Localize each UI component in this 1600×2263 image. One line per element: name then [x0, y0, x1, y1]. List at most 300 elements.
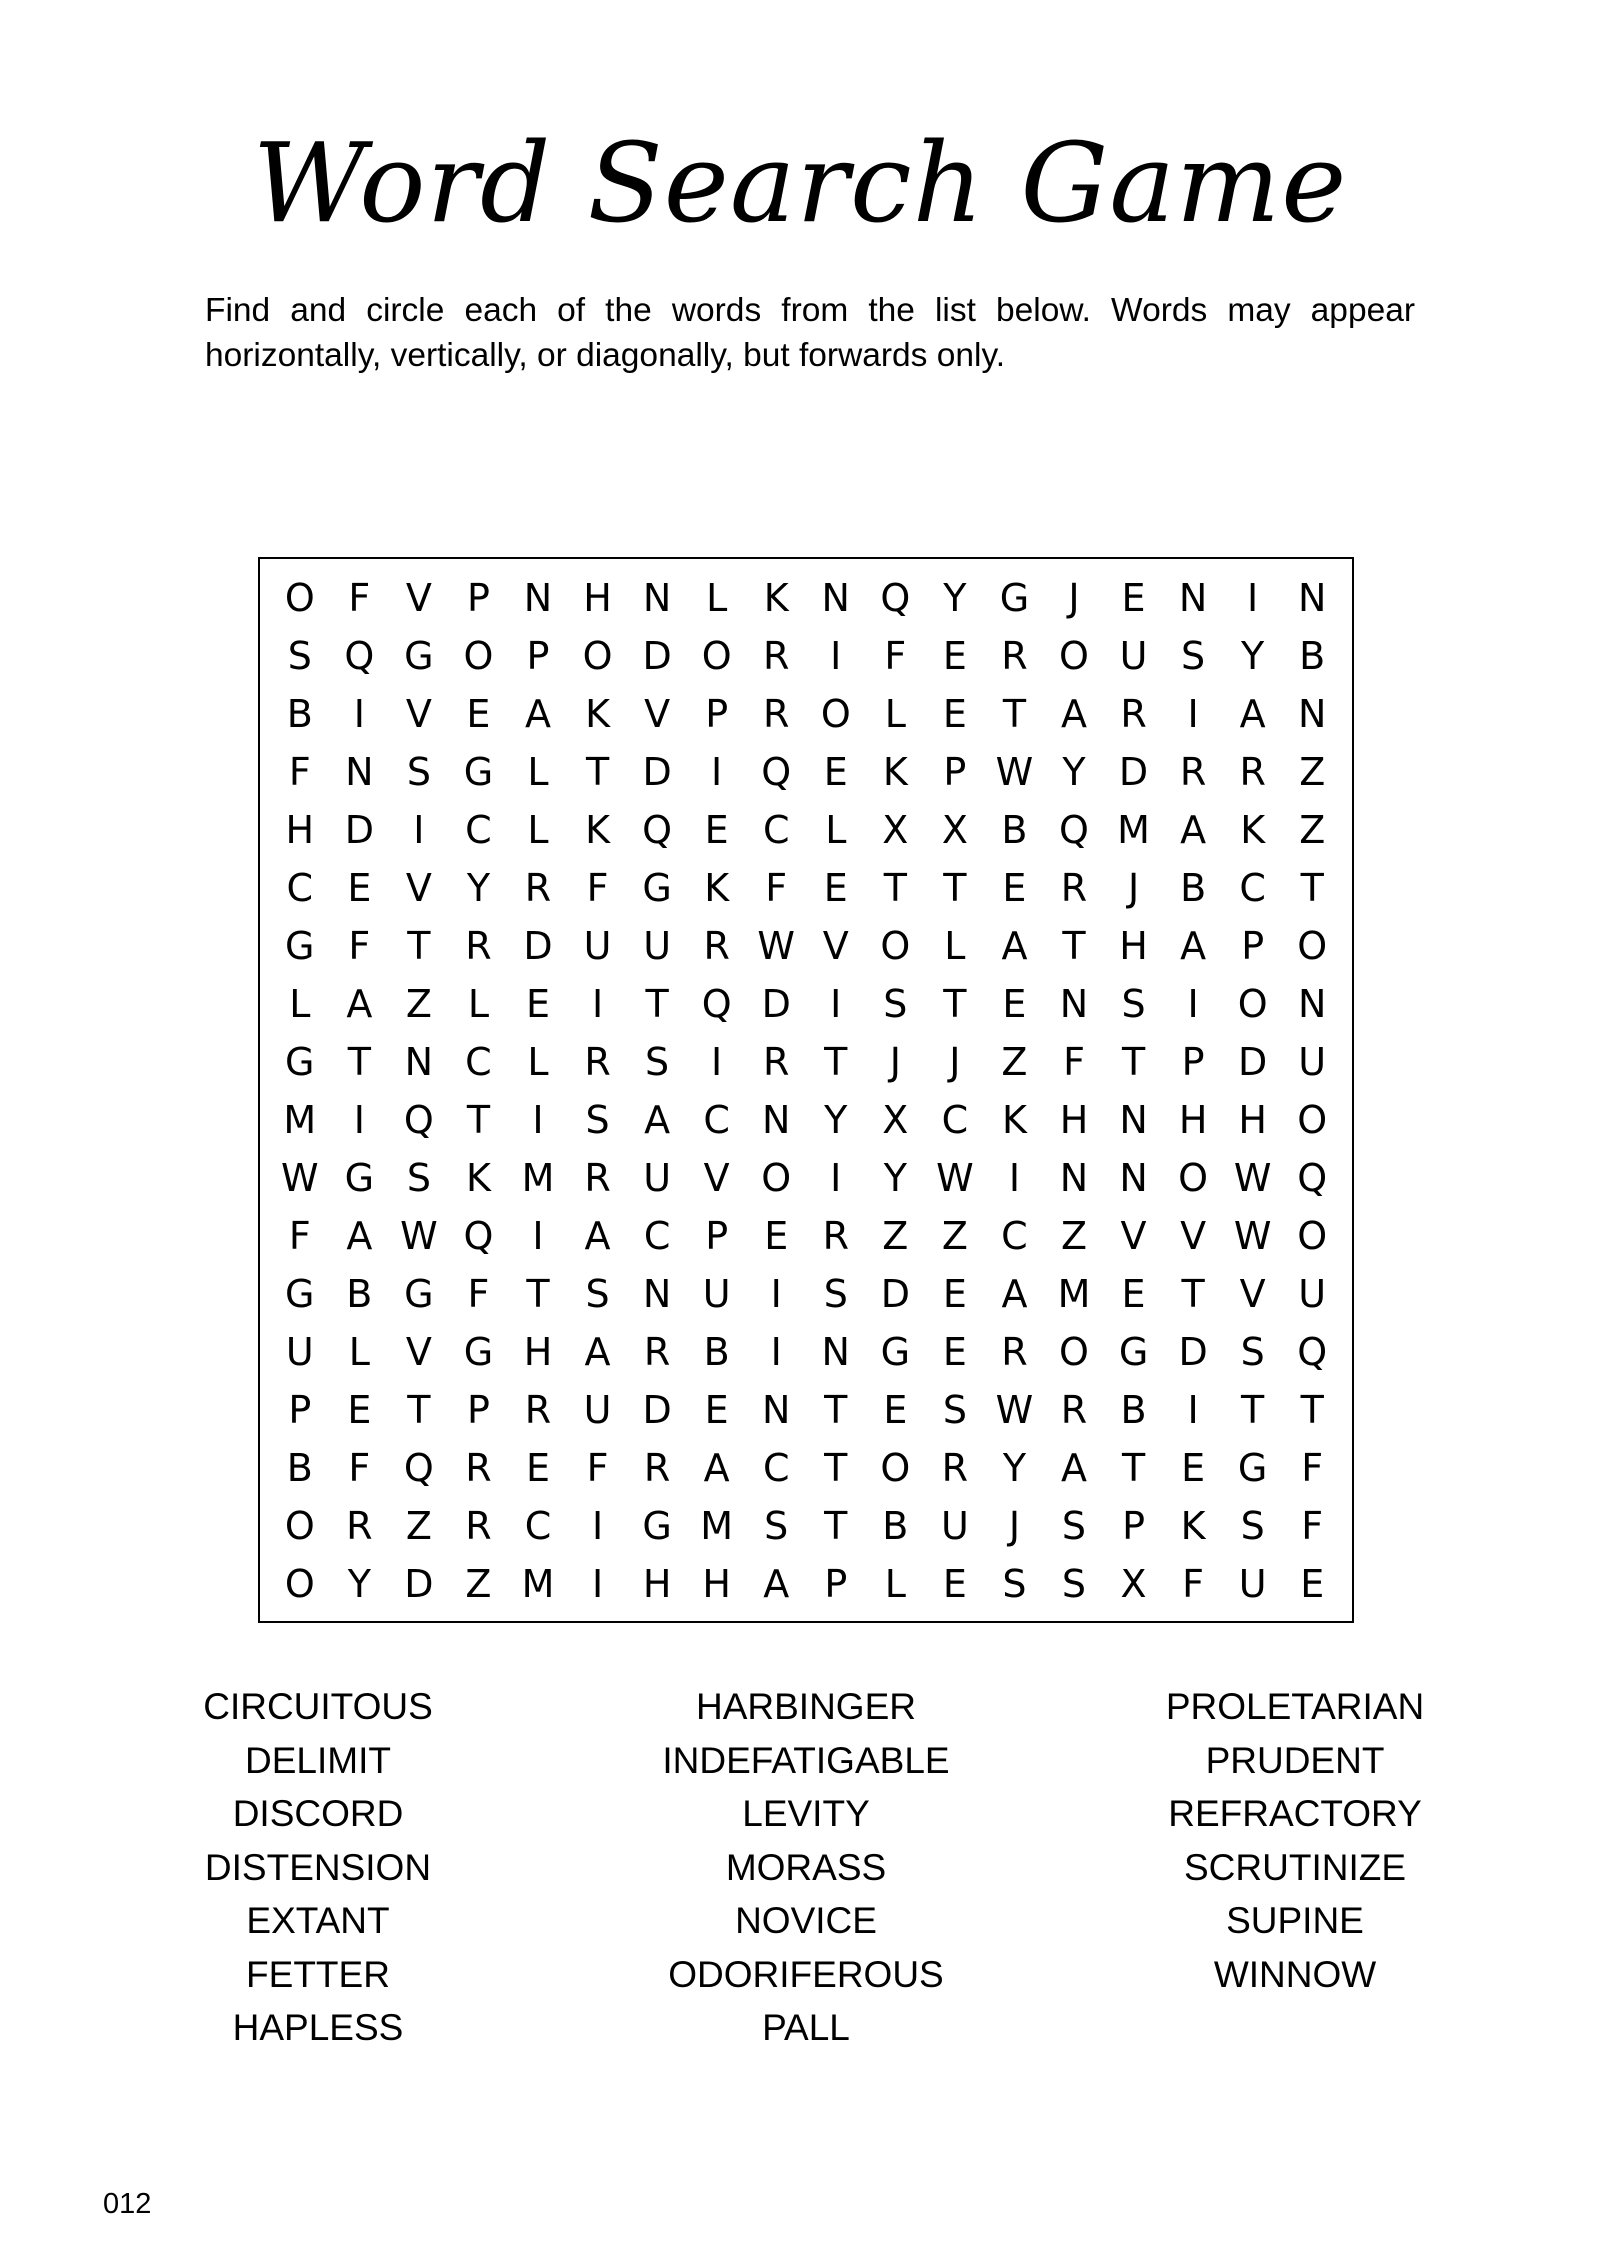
- grid-cell[interactable]: F: [348, 576, 371, 620]
- grid-cell[interactable]: U: [940, 1504, 969, 1548]
- grid-cell[interactable]: G: [642, 1504, 672, 1548]
- grid-cell[interactable]: P: [824, 1562, 848, 1606]
- grid-cell[interactable]: Z: [941, 1214, 968, 1258]
- grid-cell[interactable]: A: [584, 1214, 611, 1258]
- grid-cell[interactable]: X: [882, 808, 909, 852]
- grid-cell[interactable]: F: [1301, 1446, 1324, 1490]
- grid-cell[interactable]: T: [466, 1098, 491, 1142]
- grid-cell[interactable]: Z: [882, 1214, 909, 1258]
- grid-cell[interactable]: N: [642, 576, 672, 620]
- grid-cell[interactable]: S: [1061, 1562, 1087, 1606]
- grid-cell[interactable]: F: [884, 634, 907, 678]
- grid-cell[interactable]: T: [1300, 1388, 1324, 1432]
- grid-cell[interactable]: C: [762, 808, 790, 852]
- grid-cell[interactable]: K: [1180, 1504, 1206, 1548]
- grid-cell[interactable]: S: [645, 1040, 670, 1084]
- grid-cell[interactable]: L: [527, 750, 549, 794]
- grid-cell[interactable]: N: [821, 1330, 850, 1374]
- grid-cell[interactable]: E: [883, 1388, 908, 1432]
- grid-cell[interactable]: Z: [1299, 750, 1326, 794]
- grid-cell[interactable]: E: [942, 692, 967, 736]
- grid-cell[interactable]: N: [762, 1098, 791, 1142]
- grid-cell[interactable]: E: [942, 634, 967, 678]
- grid-cell[interactable]: I: [770, 1272, 782, 1316]
- grid-cell[interactable]: O: [880, 1446, 911, 1490]
- grid-cell[interactable]: Y: [1062, 750, 1086, 794]
- grid-cell[interactable]: S: [1061, 1504, 1087, 1548]
- grid-cell[interactable]: D: [523, 924, 553, 968]
- grid-cell[interactable]: Y: [1241, 634, 1265, 678]
- grid-cell[interactable]: A: [1180, 808, 1207, 852]
- grid-cell[interactable]: G: [344, 1156, 375, 1200]
- grid-cell[interactable]: G: [1118, 1330, 1149, 1374]
- grid-cell[interactable]: P: [288, 1388, 312, 1432]
- grid-cell[interactable]: L: [348, 1330, 370, 1374]
- grid-cell[interactable]: O: [1059, 634, 1089, 678]
- grid-cell[interactable]: E: [466, 692, 491, 736]
- grid-cell[interactable]: U: [1298, 1272, 1327, 1316]
- grid-cell[interactable]: R: [1120, 692, 1147, 736]
- grid-cell[interactable]: E: [347, 1388, 372, 1432]
- grid-cell[interactable]: Y: [883, 1156, 907, 1200]
- grid-cell[interactable]: Z: [465, 1562, 492, 1606]
- grid-cell[interactable]: L: [884, 1562, 906, 1606]
- grid-cell[interactable]: S: [406, 750, 431, 794]
- grid-cell[interactable]: U: [285, 1330, 314, 1374]
- grid-cell[interactable]: M: [283, 1098, 317, 1142]
- grid-cell[interactable]: O: [284, 576, 315, 620]
- grid-cell[interactable]: A: [1001, 924, 1028, 968]
- grid-cell[interactable]: H: [1119, 924, 1148, 968]
- grid-cell[interactable]: T: [943, 866, 967, 910]
- grid-cell[interactable]: F: [467, 1272, 490, 1316]
- grid-cell[interactable]: A: [584, 1330, 611, 1374]
- grid-cell[interactable]: O: [820, 692, 851, 736]
- grid-cell[interactable]: R: [1060, 866, 1088, 910]
- grid-cell[interactable]: A: [346, 982, 373, 1026]
- grid-cell[interactable]: T: [645, 982, 669, 1026]
- grid-cell[interactable]: I: [591, 982, 604, 1026]
- grid-cell[interactable]: O: [1297, 1098, 1328, 1142]
- grid-cell[interactable]: T: [347, 1040, 371, 1084]
- grid-cell[interactable]: C: [762, 1446, 790, 1490]
- grid-cell[interactable]: H: [1059, 1098, 1089, 1142]
- grid-cell[interactable]: L: [706, 576, 728, 620]
- grid-cell[interactable]: S: [823, 1272, 848, 1316]
- grid-cell[interactable]: L: [527, 1040, 549, 1084]
- grid-cell[interactable]: M: [1117, 808, 1150, 852]
- grid-cell[interactable]: F: [1063, 1040, 1085, 1084]
- grid-cell[interactable]: B: [703, 1330, 730, 1374]
- grid-cell[interactable]: X: [941, 808, 968, 852]
- grid-cell[interactable]: T: [407, 1388, 431, 1432]
- grid-cell[interactable]: T: [1181, 1272, 1205, 1316]
- grid-cell[interactable]: E: [347, 866, 372, 910]
- grid-cell[interactable]: A: [1180, 924, 1207, 968]
- grid-cell[interactable]: W: [995, 1388, 1034, 1432]
- grid-cell[interactable]: O: [1059, 1330, 1089, 1374]
- grid-cell[interactable]: R: [941, 1446, 969, 1490]
- grid-cell[interactable]: H: [1238, 1098, 1267, 1142]
- grid-cell[interactable]: G: [404, 634, 434, 678]
- grid-cell[interactable]: D: [1178, 1330, 1208, 1374]
- grid-cell[interactable]: V: [1239, 1272, 1266, 1316]
- grid-cell[interactable]: R: [763, 634, 790, 678]
- grid-cell[interactable]: P: [466, 1388, 490, 1432]
- grid-cell[interactable]: D: [642, 1388, 672, 1432]
- grid-cell[interactable]: N: [1178, 576, 1208, 620]
- grid-cell[interactable]: G: [1237, 1446, 1268, 1490]
- grid-cell[interactable]: S: [1002, 1562, 1027, 1606]
- grid-cell[interactable]: D: [761, 982, 791, 1026]
- grid-cell[interactable]: Q: [1297, 1156, 1328, 1200]
- grid-cell[interactable]: H: [523, 1330, 553, 1374]
- grid-cell[interactable]: Y: [824, 1098, 848, 1142]
- grid-cell[interactable]: A: [644, 1098, 671, 1142]
- grid-cell[interactable]: N: [762, 1388, 791, 1432]
- grid-cell[interactable]: F: [765, 866, 788, 910]
- grid-cell[interactable]: G: [999, 576, 1030, 620]
- grid-cell[interactable]: R: [465, 924, 492, 968]
- grid-cell[interactable]: P: [1122, 1504, 1145, 1548]
- grid-cell[interactable]: F: [288, 750, 311, 794]
- grid-cell[interactable]: R: [584, 1040, 611, 1084]
- grid-cell[interactable]: W: [400, 1214, 438, 1258]
- grid-cell[interactable]: T: [526, 1272, 550, 1316]
- grid-cell[interactable]: H: [642, 1562, 672, 1606]
- grid-cell[interactable]: N: [1059, 982, 1089, 1026]
- grid-cell[interactable]: Q: [880, 576, 911, 620]
- grid-cell[interactable]: B: [1299, 634, 1326, 678]
- grid-cell[interactable]: B: [1180, 866, 1207, 910]
- grid-cell[interactable]: L: [289, 982, 311, 1026]
- grid-cell[interactable]: C: [524, 1504, 552, 1548]
- grid-cell[interactable]: V: [703, 1156, 730, 1200]
- grid-cell[interactable]: Q: [642, 808, 673, 852]
- grid-cell[interactable]: S: [942, 1388, 967, 1432]
- grid-cell[interactable]: J: [949, 1040, 961, 1084]
- grid-cell[interactable]: N: [821, 576, 850, 620]
- grid-cell[interactable]: Q: [403, 1446, 434, 1490]
- grid-cell[interactable]: K: [1240, 808, 1266, 852]
- grid-cell[interactable]: M: [1057, 1272, 1091, 1316]
- grid-cell[interactable]: C: [941, 1098, 969, 1142]
- grid-cell[interactable]: W: [757, 924, 795, 968]
- grid-cell[interactable]: N: [1119, 1156, 1148, 1200]
- grid-cell[interactable]: G: [463, 750, 494, 794]
- grid-cell[interactable]: Z: [405, 982, 432, 1026]
- grid-cell[interactable]: T: [1300, 866, 1324, 910]
- grid-cell[interactable]: H: [583, 576, 612, 620]
- grid-cell[interactable]: S: [406, 1156, 431, 1200]
- grid-cell[interactable]: B: [882, 1504, 909, 1548]
- grid-cell[interactable]: S: [764, 1504, 789, 1548]
- grid-cell[interactable]: R: [524, 866, 552, 910]
- grid-cell[interactable]: Z: [1001, 1040, 1028, 1084]
- grid-cell[interactable]: I: [532, 1098, 544, 1142]
- grid-cell[interactable]: A: [763, 1562, 790, 1606]
- grid-cell[interactable]: I: [770, 1330, 782, 1374]
- grid-cell[interactable]: U: [643, 924, 672, 968]
- grid-cell[interactable]: W: [1233, 1214, 1272, 1258]
- grid-cell[interactable]: R: [822, 1214, 849, 1258]
- grid-cell[interactable]: R: [465, 1504, 492, 1548]
- grid-cell[interactable]: O: [1178, 1156, 1209, 1200]
- grid-cell[interactable]: Q: [761, 750, 792, 794]
- grid-cell[interactable]: E: [1181, 1446, 1206, 1490]
- grid-cell[interactable]: N: [1298, 692, 1327, 736]
- grid-cell[interactable]: K: [1001, 1098, 1027, 1142]
- grid-cell[interactable]: Y: [943, 576, 967, 620]
- grid-cell[interactable]: E: [1002, 866, 1027, 910]
- grid-cell[interactable]: L: [527, 808, 549, 852]
- grid-cell[interactable]: F: [586, 866, 609, 910]
- grid-cell[interactable]: N: [404, 1040, 434, 1084]
- grid-cell[interactable]: C: [703, 1098, 730, 1142]
- grid-cell[interactable]: P: [1241, 924, 1265, 968]
- grid-cell[interactable]: K: [585, 692, 610, 736]
- grid-cell[interactable]: I: [1247, 576, 1259, 620]
- grid-cell[interactable]: O: [284, 1562, 315, 1606]
- grid-cell[interactable]: A: [524, 692, 551, 736]
- grid-cell[interactable]: G: [404, 1272, 434, 1316]
- grid-cell[interactable]: L: [944, 924, 966, 968]
- grid-cell[interactable]: C: [1001, 1214, 1028, 1258]
- grid-cell[interactable]: V: [405, 692, 432, 736]
- grid-cell[interactable]: R: [1239, 750, 1266, 794]
- grid-cell[interactable]: R: [584, 1156, 611, 1200]
- grid-cell[interactable]: T: [824, 1504, 848, 1548]
- grid-cell[interactable]: S: [1240, 1504, 1265, 1548]
- grid-cell[interactable]: F: [586, 1446, 609, 1490]
- grid-cell[interactable]: G: [463, 1330, 494, 1374]
- grid-cell[interactable]: V: [644, 692, 671, 736]
- grid-cell[interactable]: W: [1233, 1156, 1272, 1200]
- grid-cell[interactable]: O: [463, 634, 494, 678]
- grid-cell[interactable]: T: [824, 1388, 848, 1432]
- grid-cell[interactable]: N: [642, 1272, 672, 1316]
- grid-cell[interactable]: E: [1121, 576, 1146, 620]
- grid-cell[interactable]: C: [465, 1040, 492, 1084]
- grid-cell[interactable]: S: [1121, 982, 1146, 1026]
- grid-cell[interactable]: A: [1001, 1272, 1028, 1316]
- grid-cell[interactable]: W: [936, 1156, 974, 1200]
- grid-cell[interactable]: P: [526, 634, 550, 678]
- grid-cell[interactable]: U: [583, 924, 612, 968]
- grid-cell[interactable]: C: [643, 1214, 671, 1258]
- grid-cell[interactable]: J: [889, 1040, 901, 1084]
- grid-cell[interactable]: F: [288, 1214, 311, 1258]
- grid-cell[interactable]: I: [591, 1562, 604, 1606]
- grid-cell[interactable]: V: [405, 1330, 432, 1374]
- grid-cell[interactable]: Q: [344, 634, 375, 678]
- grid-cell[interactable]: L: [825, 808, 847, 852]
- grid-cell[interactable]: D: [344, 808, 374, 852]
- grid-cell[interactable]: R: [703, 924, 730, 968]
- grid-cell[interactable]: F: [1301, 1504, 1324, 1548]
- grid-cell[interactable]: T: [824, 1040, 848, 1084]
- grid-cell[interactable]: T: [943, 982, 967, 1026]
- grid-cell[interactable]: J: [1068, 576, 1080, 620]
- grid-cell[interactable]: G: [880, 1330, 911, 1374]
- grid-cell[interactable]: G: [285, 1040, 315, 1084]
- grid-cell[interactable]: R: [1001, 634, 1028, 678]
- grid-cell[interactable]: K: [763, 576, 789, 620]
- grid-cell[interactable]: S: [1181, 634, 1206, 678]
- grid-cell[interactable]: T: [1121, 1446, 1146, 1490]
- grid-cell[interactable]: P: [705, 692, 729, 736]
- grid-cell[interactable]: I: [353, 1098, 365, 1142]
- grid-cell[interactable]: P: [466, 576, 490, 620]
- grid-cell[interactable]: Y: [347, 1562, 371, 1606]
- grid-cell[interactable]: P: [705, 1214, 729, 1258]
- grid-cell[interactable]: D: [642, 634, 672, 678]
- grid-cell[interactable]: X: [882, 1098, 909, 1142]
- grid-cell[interactable]: E: [1121, 1272, 1146, 1316]
- grid-cell[interactable]: I: [1008, 1156, 1021, 1200]
- grid-cell[interactable]: V: [405, 576, 432, 620]
- grid-cell[interactable]: T: [585, 750, 610, 794]
- grid-cell[interactable]: E: [525, 1446, 550, 1490]
- grid-cell[interactable]: I: [591, 1504, 604, 1548]
- grid-cell[interactable]: R: [763, 692, 790, 736]
- grid-cell[interactable]: Q: [1059, 808, 1089, 852]
- grid-cell[interactable]: I: [353, 692, 365, 736]
- grid-cell[interactable]: Z: [1299, 808, 1326, 852]
- grid-cell[interactable]: E: [823, 866, 848, 910]
- grid-cell[interactable]: H: [702, 1562, 731, 1606]
- grid-cell[interactable]: O: [701, 634, 732, 678]
- grid-cell[interactable]: W: [995, 750, 1034, 794]
- grid-cell[interactable]: S: [1240, 1330, 1265, 1374]
- grid-cell[interactable]: A: [1239, 692, 1266, 736]
- grid-cell[interactable]: I: [1187, 1388, 1199, 1432]
- grid-cell[interactable]: E: [704, 1388, 729, 1432]
- grid-cell[interactable]: I: [532, 1214, 544, 1258]
- grid-cell[interactable]: H: [1178, 1098, 1208, 1142]
- grid-cell[interactable]: S: [883, 982, 908, 1026]
- grid-cell[interactable]: I: [711, 1040, 723, 1084]
- grid-cell[interactable]: K: [585, 808, 610, 852]
- grid-cell[interactable]: Z: [1060, 1214, 1088, 1258]
- grid-cell[interactable]: V: [822, 924, 849, 968]
- grid-cell[interactable]: S: [585, 1098, 610, 1142]
- grid-cell[interactable]: R: [763, 1040, 790, 1084]
- grid-cell[interactable]: E: [942, 1330, 967, 1374]
- grid-cell[interactable]: T: [824, 1446, 848, 1490]
- grid-cell[interactable]: V: [405, 866, 432, 910]
- grid-cell[interactable]: T: [1062, 924, 1086, 968]
- grid-cell[interactable]: J: [1008, 1504, 1021, 1548]
- grid-cell[interactable]: U: [1298, 1040, 1327, 1084]
- grid-cell[interactable]: T: [883, 866, 907, 910]
- grid-cell[interactable]: G: [642, 866, 672, 910]
- grid-cell[interactable]: U: [1238, 1562, 1267, 1606]
- grid-cell[interactable]: U: [583, 1388, 612, 1432]
- grid-cell[interactable]: Y: [466, 866, 491, 910]
- grid-cell[interactable]: E: [823, 750, 848, 794]
- grid-cell[interactable]: V: [1120, 1214, 1147, 1258]
- grid-cell[interactable]: E: [942, 1562, 967, 1606]
- grid-cell[interactable]: V: [1180, 1214, 1207, 1258]
- grid-cell[interactable]: M: [521, 1562, 555, 1606]
- grid-cell[interactable]: C: [465, 808, 492, 852]
- grid-cell[interactable]: P: [1181, 1040, 1205, 1084]
- grid-cell[interactable]: R: [465, 1446, 492, 1490]
- grid-cell[interactable]: N: [345, 750, 374, 794]
- grid-cell[interactable]: C: [1239, 866, 1266, 910]
- grid-cell[interactable]: R: [1060, 1388, 1088, 1432]
- grid-cell[interactable]: E: [764, 1214, 789, 1258]
- grid-cell[interactable]: B: [1001, 808, 1028, 852]
- grid-cell[interactable]: W: [280, 1156, 319, 1200]
- grid-cell[interactable]: R: [643, 1446, 671, 1490]
- grid-cell[interactable]: D: [1118, 750, 1149, 794]
- grid-cell[interactable]: F: [348, 924, 371, 968]
- grid-cell[interactable]: N: [1119, 1098, 1148, 1142]
- grid-cell[interactable]: E: [704, 808, 729, 852]
- grid-cell[interactable]: F: [1182, 1562, 1205, 1606]
- grid-cell[interactable]: Q: [1297, 1330, 1328, 1374]
- grid-cell[interactable]: H: [285, 808, 315, 852]
- grid-cell[interactable]: D: [404, 1562, 434, 1606]
- grid-cell[interactable]: J: [1127, 866, 1140, 910]
- grid-cell[interactable]: R: [524, 1388, 552, 1432]
- grid-cell[interactable]: B: [286, 1446, 313, 1490]
- grid-cell[interactable]: D: [642, 750, 672, 794]
- grid-cell[interactable]: M: [521, 1156, 555, 1200]
- grid-cell[interactable]: E: [1002, 982, 1027, 1026]
- grid-cell[interactable]: X: [1120, 1562, 1147, 1606]
- grid-cell[interactable]: R: [346, 1504, 373, 1548]
- grid-cell[interactable]: N: [1059, 1156, 1089, 1200]
- grid-cell[interactable]: Q: [701, 982, 732, 1026]
- grid-cell[interactable]: A: [346, 1214, 373, 1258]
- grid-cell[interactable]: B: [286, 692, 313, 736]
- grid-cell[interactable]: K: [704, 866, 730, 910]
- grid-cell[interactable]: B: [1120, 1388, 1147, 1432]
- grid-cell[interactable]: U: [1119, 634, 1148, 678]
- grid-cell[interactable]: O: [761, 1156, 792, 1200]
- grid-cell[interactable]: T: [1241, 1388, 1265, 1432]
- grid-cell[interactable]: O: [582, 634, 613, 678]
- grid-cell[interactable]: S: [585, 1272, 610, 1316]
- grid-cell[interactable]: G: [285, 924, 315, 968]
- grid-cell[interactable]: G: [285, 1272, 315, 1316]
- grid-cell[interactable]: N: [1298, 576, 1327, 620]
- grid-cell[interactable]: T: [407, 924, 431, 968]
- grid-cell[interactable]: R: [1179, 750, 1207, 794]
- grid-cell[interactable]: I: [711, 750, 723, 794]
- grid-cell[interactable]: R: [1001, 1330, 1028, 1374]
- grid-cell[interactable]: O: [284, 1504, 315, 1548]
- grid-cell[interactable]: A: [1060, 1446, 1087, 1490]
- grid-cell[interactable]: D: [880, 1272, 910, 1316]
- grid-cell[interactable]: I: [1187, 982, 1199, 1026]
- grid-cell[interactable]: Q: [463, 1214, 494, 1258]
- grid-cell[interactable]: T: [1002, 692, 1027, 736]
- grid-cell[interactable]: I: [830, 1156, 842, 1200]
- grid-cell[interactable]: F: [348, 1446, 371, 1490]
- grid-cell[interactable]: I: [1187, 692, 1199, 736]
- grid-cell[interactable]: Y: [1002, 1446, 1027, 1490]
- grid-cell[interactable]: O: [1237, 982, 1268, 1026]
- grid-cell[interactable]: R: [643, 1330, 671, 1374]
- grid-cell[interactable]: N: [523, 576, 553, 620]
- grid-cell[interactable]: U: [643, 1156, 672, 1200]
- grid-cell[interactable]: E: [1300, 1562, 1325, 1606]
- grid-cell[interactable]: L: [467, 982, 490, 1026]
